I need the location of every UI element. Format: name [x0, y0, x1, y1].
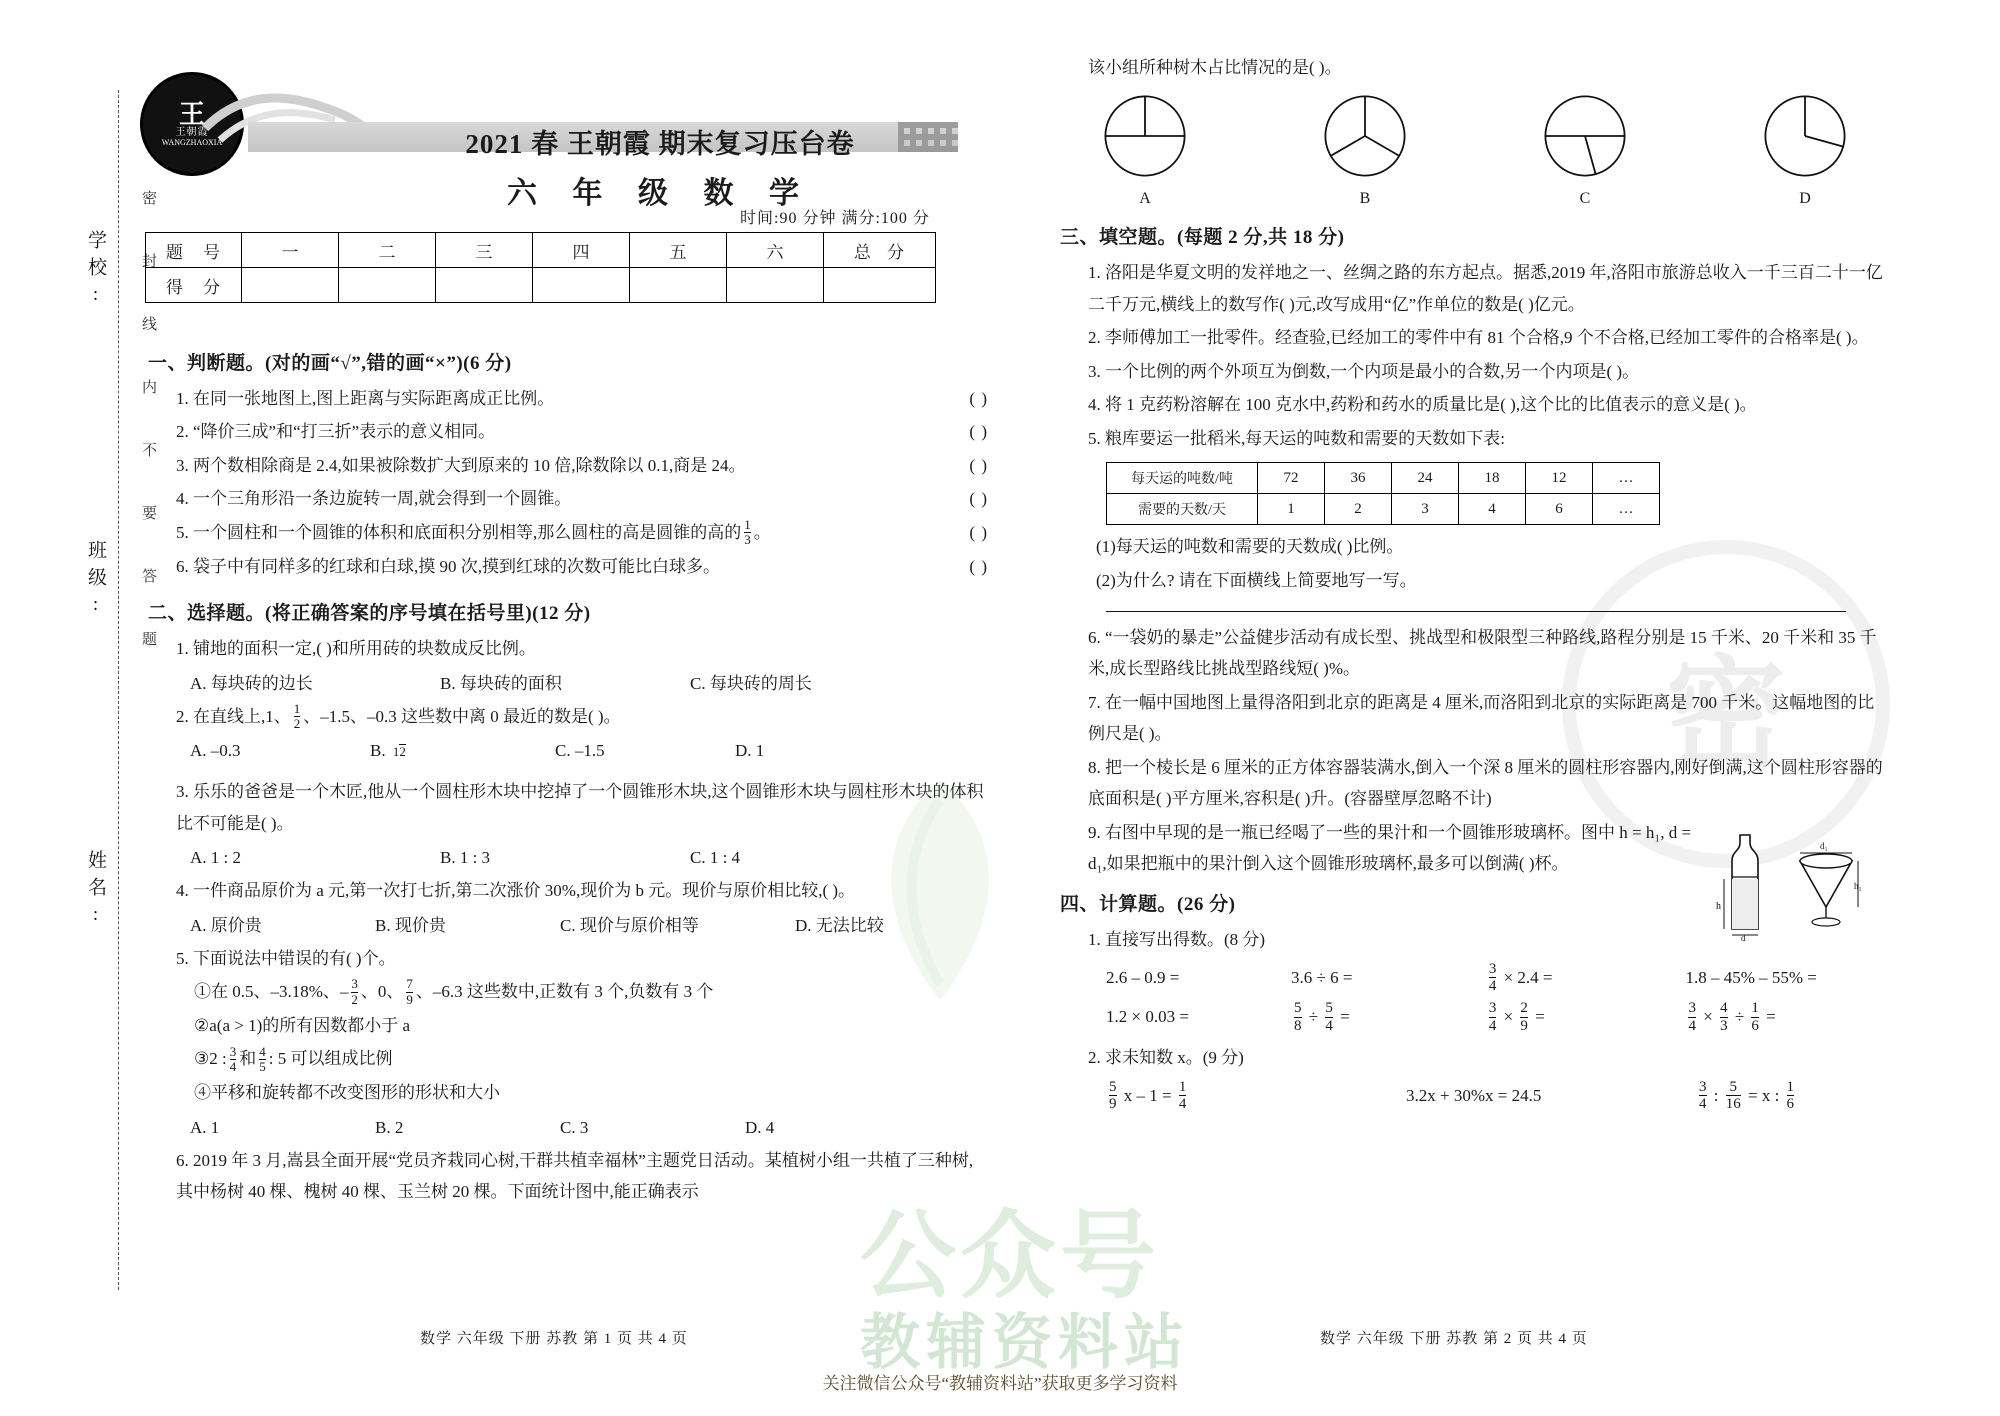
s1-item-6-text: 6. 袋子中有同样多的红球和白球,摸 90 次,摸到红球的次数可能比白球多。 [176, 556, 720, 576]
seal-line-text: 密 封 线 内 不 要 答 题 [140, 190, 156, 662]
cell: 3 [1392, 494, 1459, 525]
option-a[interactable]: A. 1 : 2 [190, 848, 241, 868]
calc-item[interactable]: $\frac{5}{8}$ ÷ $\frac{5}{4}$ = [1294, 1000, 1350, 1034]
time-score-info: 时间:90 分钟 满分:100 分 [740, 210, 930, 227]
answer-bracket: ( ) [969, 389, 988, 408]
calc-row-2 [1060, 997, 1890, 1036]
s2-q5-sub3-text: ③2 : $\frac{3}{4}$ 和 $\frac{4}{5}$ : 5 可以组成比例 [194, 1043, 393, 1075]
pie-option-d[interactable] [1760, 91, 1850, 208]
option-c[interactable]: C. 现价与原价相等 [560, 915, 699, 935]
option-c[interactable]: C. 每块砖的周长 [690, 673, 812, 693]
score-table-row-header: 题 号 [146, 233, 242, 268]
s3-item-7 [1060, 687, 1890, 750]
equation-1[interactable]: $\frac{5}{9}$ x – 1 = $\frac{1}{4}$ [1109, 1078, 1187, 1113]
pie-chart-b-icon [1320, 91, 1410, 181]
score-cell [339, 268, 436, 303]
s3-item-3-text: 3. 一个比例的两个外项互为倒数,一个内项是最小的合数,另一个内项是( )。 [1088, 361, 1640, 381]
s1-item-1 [148, 383, 988, 414]
s2-q3 [148, 776, 988, 839]
pie-chart-c-icon [1540, 91, 1630, 181]
score-cell [630, 268, 727, 303]
s2-q5-text: 5. 下面说法中错误的有( )个。 [176, 948, 396, 968]
score-col-2: 二 [339, 233, 436, 268]
option-a[interactable]: A. 每块砖的边长 [190, 673, 313, 693]
s3-item-1 [1060, 257, 1890, 320]
s3-item-5 [1060, 423, 1890, 454]
s3-item-4-text: 4. 将 1 克药粉溶解在 100 克水中,药粉和药水的质量比是( ),这个比的比值表示的意义是( )。 [1088, 395, 1757, 415]
label-school: 学校: [85, 230, 106, 313]
s3-item-8-text: 8. 把一个棱长是 6 厘米的正方体容器装满水,倒入一个深 8 厘米的圆柱形容器内,刚好倒满,这个圆柱形容器的底面积是( )平方厘米,容积是( )升。(容器壁厚忽略不计) [1088, 757, 1883, 809]
option-a[interactable]: A. 原价贵 [190, 915, 262, 935]
option-c[interactable]: C. 3 [560, 1117, 589, 1137]
cell: … [1593, 494, 1660, 525]
answer-write-line[interactable] [1106, 610, 1846, 612]
option-b[interactable]: B. 每块砖的面积 [440, 673, 562, 693]
score-col-3: 三 [436, 233, 533, 268]
svg-text:h: h [1716, 900, 1721, 912]
pie-option-a[interactable] [1100, 91, 1190, 208]
page-title: 2021 春 王朝霞 期末复习压台卷 [465, 129, 855, 159]
option-a[interactable]: A. –0.3 [190, 741, 241, 761]
logo-char: 王 [178, 99, 205, 129]
score-table [145, 232, 936, 303]
watermark-seal: 密 [1562, 540, 1890, 868]
s2-q4-options [148, 909, 988, 943]
footer-left: 数学 六年级 下册 苏教 第 1 页 共 4 页 [420, 1331, 688, 1347]
right-content-column [1060, 52, 1890, 1115]
rice-transport-table [1106, 462, 1660, 525]
row-label-tons: 每天运的吨数/吨 [1107, 463, 1258, 494]
cell: 1 [1258, 494, 1325, 525]
calc-item[interactable]: 1.8 – 45% – 55% = [1685, 967, 1817, 987]
s3-item-6 [1060, 622, 1890, 685]
s1-item-6 [148, 551, 988, 582]
score-table-row-header-2: 得 分 [146, 268, 242, 303]
calc-item[interactable]: 3.6 ÷ 6 = [1291, 967, 1353, 987]
option-d[interactable]: D. 4 [745, 1117, 775, 1137]
bottle-and-cone-figure-icon [1712, 821, 1862, 941]
calc-item[interactable]: 1.2 × 0.03 = [1106, 1006, 1189, 1026]
s3-sub2 [1060, 565, 1890, 596]
answer-bracket: ( ) [969, 455, 988, 475]
equation-3[interactable]: $\frac{3}{4}$ : $\frac{5}{16}$ = x : $\frac{1}{6}$ [1699, 1078, 1795, 1113]
score-cell [436, 268, 533, 303]
s2-q6-text: 6. 2019 年 3 月,嵩县全面开展“党员齐栽同心树,干群共植幸福林”主题党日活动。某植树小组一共植了三种树,其中杨树 40 棵、槐树 40 棵、玉兰树 20 棵。下面统计图中,能正确表示 [176, 1150, 974, 1202]
score-col-6: 六 [727, 233, 824, 268]
answer-bracket: ( ) [969, 556, 988, 576]
s2-q6 [148, 1145, 988, 1208]
q6-continued [1060, 52, 1890, 83]
s4-q2-head [1060, 1042, 1890, 1073]
calc-item[interactable]: 2.6 – 0.9 = [1106, 967, 1180, 987]
dashed-fold-line [118, 90, 119, 1290]
table-row [146, 268, 936, 303]
s2-q1 [148, 633, 988, 664]
s2-q5-sub1 [148, 976, 988, 1008]
s1-item-2 [148, 416, 988, 447]
s1-item-4-text: 4. 一个三角形沿一条边旋转一周,就会得到一个圆锥。 [176, 489, 572, 509]
s2-q4-text: 4. 一件商品原价为 a 元,第一次打七折,第二次涨价 30%,现价为 b 元。现价与原价相比较,( )。 [176, 881, 856, 901]
pie-label-b: B [1359, 190, 1371, 208]
score-cell [533, 268, 630, 303]
option-b[interactable]: B. 1 : 3 [440, 848, 491, 868]
pie-option-b[interactable] [1320, 91, 1410, 208]
s2-q5-sub4 [148, 1077, 988, 1108]
svg-text:d₁: d₁ [1820, 840, 1828, 851]
s3-sub1 [1060, 531, 1890, 562]
score-col-4: 四 [533, 233, 630, 268]
option-c[interactable]: C. 1 : 4 [690, 848, 741, 868]
table-row [1107, 494, 1660, 525]
left-content-column [148, 338, 988, 1210]
option-b[interactable]: B. 2 [375, 1117, 404, 1137]
s2-q5-sub1-text: ①在 0.5、–3.18%、– $\frac{3}{2}$ 、0、 $\frac{7}{9}$ 、–6.3 这些数中,正数有 3 个,负数有 3 个 [194, 976, 714, 1007]
table-row [146, 233, 936, 268]
s3-item-7-text: 7. 在一幅中国地图上量得洛阳到北京的距离是 4 厘米,而洛阳到北京的实际距离是 700 千米。这幅地图的比例尺是( )。 [1088, 692, 1875, 744]
s2-q5-sub3 [148, 1043, 988, 1075]
subject-title: 六 年 级 数 学 [507, 177, 813, 210]
score-cell [824, 268, 936, 303]
s3-item-2 [1060, 322, 1890, 353]
option-c[interactable]: C. –1.5 [555, 741, 605, 761]
table-row [1107, 463, 1660, 494]
pie-chart-options [1060, 85, 1890, 208]
bottom-promo-note: 关注微信公众号“教辅资料站”获取更多学习资料 [822, 1374, 1178, 1393]
svg-text:d: d [1741, 932, 1746, 941]
s3-item-5-text: 5. 粮库要运一批稻米,每天运的吨数和需要的天数如下表: [1088, 428, 1505, 448]
s1-item-2-text: 2. “降价三成”和“打三折”表示的意义相同。 [176, 422, 496, 442]
cell: 36 [1325, 463, 1392, 494]
option-d[interactable]: D. 1 [735, 741, 765, 761]
option-d[interactable]: D. 无法比较 [795, 915, 884, 935]
pie-chart-a-icon [1100, 91, 1190, 181]
score-col-5: 五 [630, 233, 727, 268]
cell: 72 [1258, 463, 1325, 494]
score-col-total: 总 分 [824, 233, 936, 268]
calc-item[interactable]: $\frac{3}{4}$ × 2.4 = [1488, 960, 1553, 995]
section-1-heading: 一、判断题。(对的画“√”,错的画“×”)(6 分) [148, 353, 512, 374]
cell: 4 [1459, 494, 1526, 525]
pie-label-d: D [1799, 190, 1811, 208]
pie-label-a: A [1139, 190, 1151, 208]
watermark-text-secondary: 教辅资料站 [860, 1309, 1190, 1376]
s2-q2-options [148, 734, 988, 768]
option-b[interactable]: B. 现价贵 [375, 915, 446, 935]
cell: … [1593, 463, 1660, 494]
s4-q1-head [1060, 924, 1890, 955]
s3-item-8 [1060, 752, 1890, 815]
equation-row [1060, 1076, 1890, 1115]
s2-q3-options [148, 841, 988, 875]
answer-bracket: ( ) [969, 522, 988, 542]
s2-q5-sub2-text: ②a(a > 1)的所有因数都小于 a [194, 1016, 411, 1036]
pie-chart-d-icon [1760, 91, 1850, 181]
s3-sub2-text: (2)为什么? 请在下面横线上简要地写一写。 [1096, 570, 1417, 590]
s1-item-3 [148, 450, 988, 481]
s4-q1-head-text: 1. 直接写出得数。(8 分) [1088, 930, 1266, 950]
s2-q2 [148, 701, 988, 733]
s4-q2-head-text: 2. 求未知数 x。(9 分) [1088, 1048, 1244, 1068]
section-3-heading: 三、填空题。(每题 2 分,共 18 分) [1060, 227, 1345, 249]
watermark-text: 公众号 [860, 1203, 1160, 1310]
s1-item-5-text: 5. 一个圆柱和一个圆锥的体积和底面积分别相等,那么圆柱的高是圆锥的高的 $\frac{1}{3}$ 。 [176, 517, 771, 548]
s2-q1-text: 1. 铺地的面积一定,( )和所用砖的块数成反比例。 [176, 639, 536, 659]
s2-q5-options [148, 1111, 988, 1145]
cell: 12 [1526, 463, 1593, 494]
s2-q4 [148, 875, 988, 906]
s3-item-4 [1060, 389, 1890, 420]
score-cell [727, 268, 824, 303]
section-4-heading: 四、计算题。(26 分) [1060, 894, 1236, 916]
s2-q5-sub2 [148, 1010, 988, 1041]
pie-option-c[interactable] [1540, 91, 1630, 208]
s3-item-3 [1060, 356, 1890, 387]
svg-text:h₁: h₁ [1854, 880, 1862, 891]
calc-row-1 [1060, 958, 1890, 997]
s2-q1-options [148, 667, 988, 701]
s3-sub1-text: (1)每天运的吨数和需要的天数成( )比例。 [1096, 537, 1404, 557]
pie-label-c: C [1579, 190, 1591, 208]
label-class: 班级: [85, 540, 106, 623]
score-cell [242, 268, 339, 303]
row-label-days: 需要的天数/天 [1107, 494, 1258, 525]
s2-q3-text: 3. 乐乐的爸爸是一个木匠,他从一个圆柱形木块中挖掉了一个圆锥形木块,这个圆锥形木块与圆柱形木块的体积比不可能是( )。 [176, 782, 984, 833]
s2-q2-text: 2. 在直线上,1、 $\frac{1}{2}$ 、–1.5、–0.3 这些数中离 0 最近的数是( )。 [176, 700, 621, 732]
score-col-1: 一 [242, 233, 339, 268]
logo-name: 王朝霞 [175, 127, 209, 139]
s3-item-9-text: 9. 右图中早现的是一瓶已经喝了一些的果汁和一个圆锥形玻璃杯。图中 h = h₁, d = d₁,如果把瓶中的果汁倒入这个圆锥形玻璃杯,最多可以倒满( )杯。 [1088, 822, 1692, 873]
s1-item-4 [148, 483, 988, 514]
cell: 2 [1325, 494, 1392, 525]
s1-item-3-text: 3. 两个数相除商是 2.4,如果被除数扩大到原来的 10 倍,除数除以 0.1,商是 24。 [176, 455, 746, 475]
logo-pinyin: WANGZHAOXIA [161, 137, 223, 147]
cell: 6 [1526, 494, 1593, 525]
s2-q5-sub4-text: ④平移和旋转都不改变图形的形状和大小 [194, 1083, 500, 1103]
s3-item-6-text: 6. “一袋奶的暴走”公益健步活动有成长型、挑战型和极限型三种路线,路程分别是 15 千米、20 千米和 35 千米,成长型路线比挑战型路线短( )%。 [1088, 627, 1877, 679]
s3-item-1-text: 1. 洛阳是华夏文明的发祥地之一、丝绸之路的东方起点。据悉,2019 年,洛阳市旅游总收入一千三百二十一亿二千万元,横线上的数写作( )元,改写成用“亿”作单位的数是( )亿元。 [1088, 263, 1883, 314]
answer-bracket: ( ) [969, 422, 988, 442]
q6-continued-text: 该小组所种树木占比情况的是( )。 [1088, 58, 1342, 77]
section-2-heading: 二、选择题。(将正确答案的序号填在括号里)(12 分) [148, 603, 591, 625]
s2-q5 [148, 943, 988, 974]
equation-2[interactable]: 3.2x + 30%x = 24.5 [1406, 1085, 1542, 1105]
calc-item[interactable]: $\frac{3}{4}$ × $\frac{4}{3}$ ÷ $\frac{1}{6}$ = [1688, 1000, 1776, 1034]
s3-item-2-text: 2. 李师傅加工一批零件。经查验,已经加工的零件中有 81 个合格,9 个不合格,已经加工零件的合格率是( )。 [1088, 328, 1869, 348]
cell: 18 [1459, 463, 1526, 494]
footer-right: 数学 六年级 下册 苏教 第 2 页 共 4 页 [1320, 1331, 1588, 1347]
answer-bracket: ( ) [969, 489, 988, 509]
label-name: 姓名: [85, 850, 106, 933]
s1-item-1-text: 1. 在同一张地图上,图上距离与实际距离成正比例。 [176, 389, 555, 408]
option-b[interactable]: B. 12 [370, 741, 406, 761]
calc-item[interactable]: $\frac{3}{4}$ × $\frac{2}{9}$ = [1488, 1000, 1545, 1034]
option-a[interactable]: A. 1 [190, 1117, 220, 1137]
cell: 24 [1392, 463, 1459, 494]
s1-item-5 [148, 517, 988, 549]
